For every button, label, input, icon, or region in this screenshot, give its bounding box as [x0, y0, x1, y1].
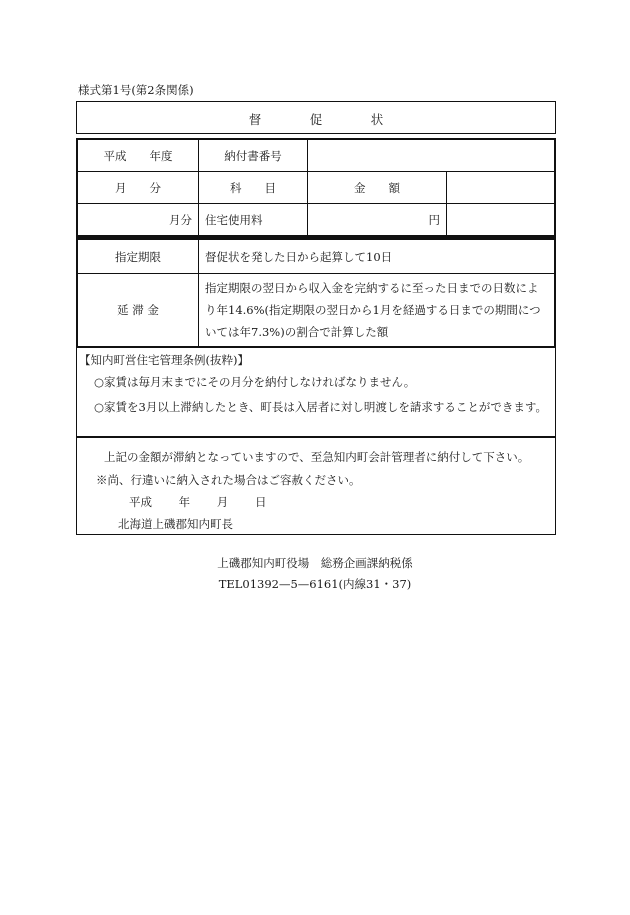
ordinance-box [76, 346, 556, 437]
extra-entry-cell [447, 204, 555, 236]
doc-number-field[interactable] [308, 140, 555, 172]
footer-tel: TEL01392—5—6161(内線31・37) [218, 577, 412, 591]
notice-line-2: ※尚、行違いに納入された場合はご容赦ください。 [96, 473, 361, 487]
deadline-row [78, 240, 555, 274]
deadline-label: 指定期限 [78, 240, 199, 274]
month-label: 月 分 [78, 172, 199, 204]
item-label: 科 目 [199, 172, 308, 204]
notice-box [76, 437, 556, 535]
info-table [76, 138, 556, 237]
doc-number-label: 納付書番号 [199, 140, 308, 172]
info-row-year [78, 140, 555, 172]
info-row-header [78, 172, 555, 204]
notice-line-1: 上記の金額が滞納となっていますので、至急知内町会計管理者に納付して下さい。 [104, 450, 530, 464]
month-value-cell[interactable]: 月分 [78, 204, 199, 236]
ordinance-item-2: ○家賃を3月以上滞納したとき、町長は入居者に対し明渡しを請求することができます。 [94, 400, 547, 414]
late-fee-text: 指定期限の翌日から収入金を完納するに至った日までの日数により年14.6%(指定期限の翌日から1月を経過する日までの期間については年7.3%)の割合で計算した額 [199, 274, 555, 347]
fiscal-year-label: 平成 年度 [78, 140, 199, 172]
notice-date-line: 平成 年 月 日 [129, 495, 267, 509]
footer-office: 上磯郡知内町役場 総務企画課納税係 [217, 556, 413, 570]
ordinance-item-1: ○家賃は毎月末までにその月分を納付しなければなりません。 [94, 375, 416, 389]
extra-header-cell [447, 172, 555, 204]
item-value-cell: 住宅使用料 [199, 204, 308, 236]
late-fee-label: 延 滞 金 [78, 274, 199, 347]
ordinance-heading: 【知内町営住宅管理条例(抜粋)】 [79, 353, 249, 367]
amount-value-cell[interactable]: 円 [308, 204, 447, 236]
document-title: 督 促 状 [248, 112, 402, 127]
amount-label: 金 額 [308, 172, 447, 204]
late-fee-row [78, 274, 555, 347]
info-row-entry [78, 204, 555, 236]
terms-table [76, 237, 556, 348]
deadline-text: 督促状を発した日から起算して10日 [199, 240, 555, 274]
title-box [76, 101, 556, 134]
notice-issuer: 北海道上磯郡知内町長 [118, 517, 233, 531]
form-number-label: 様式第1号(第2条関係) [78, 83, 194, 97]
